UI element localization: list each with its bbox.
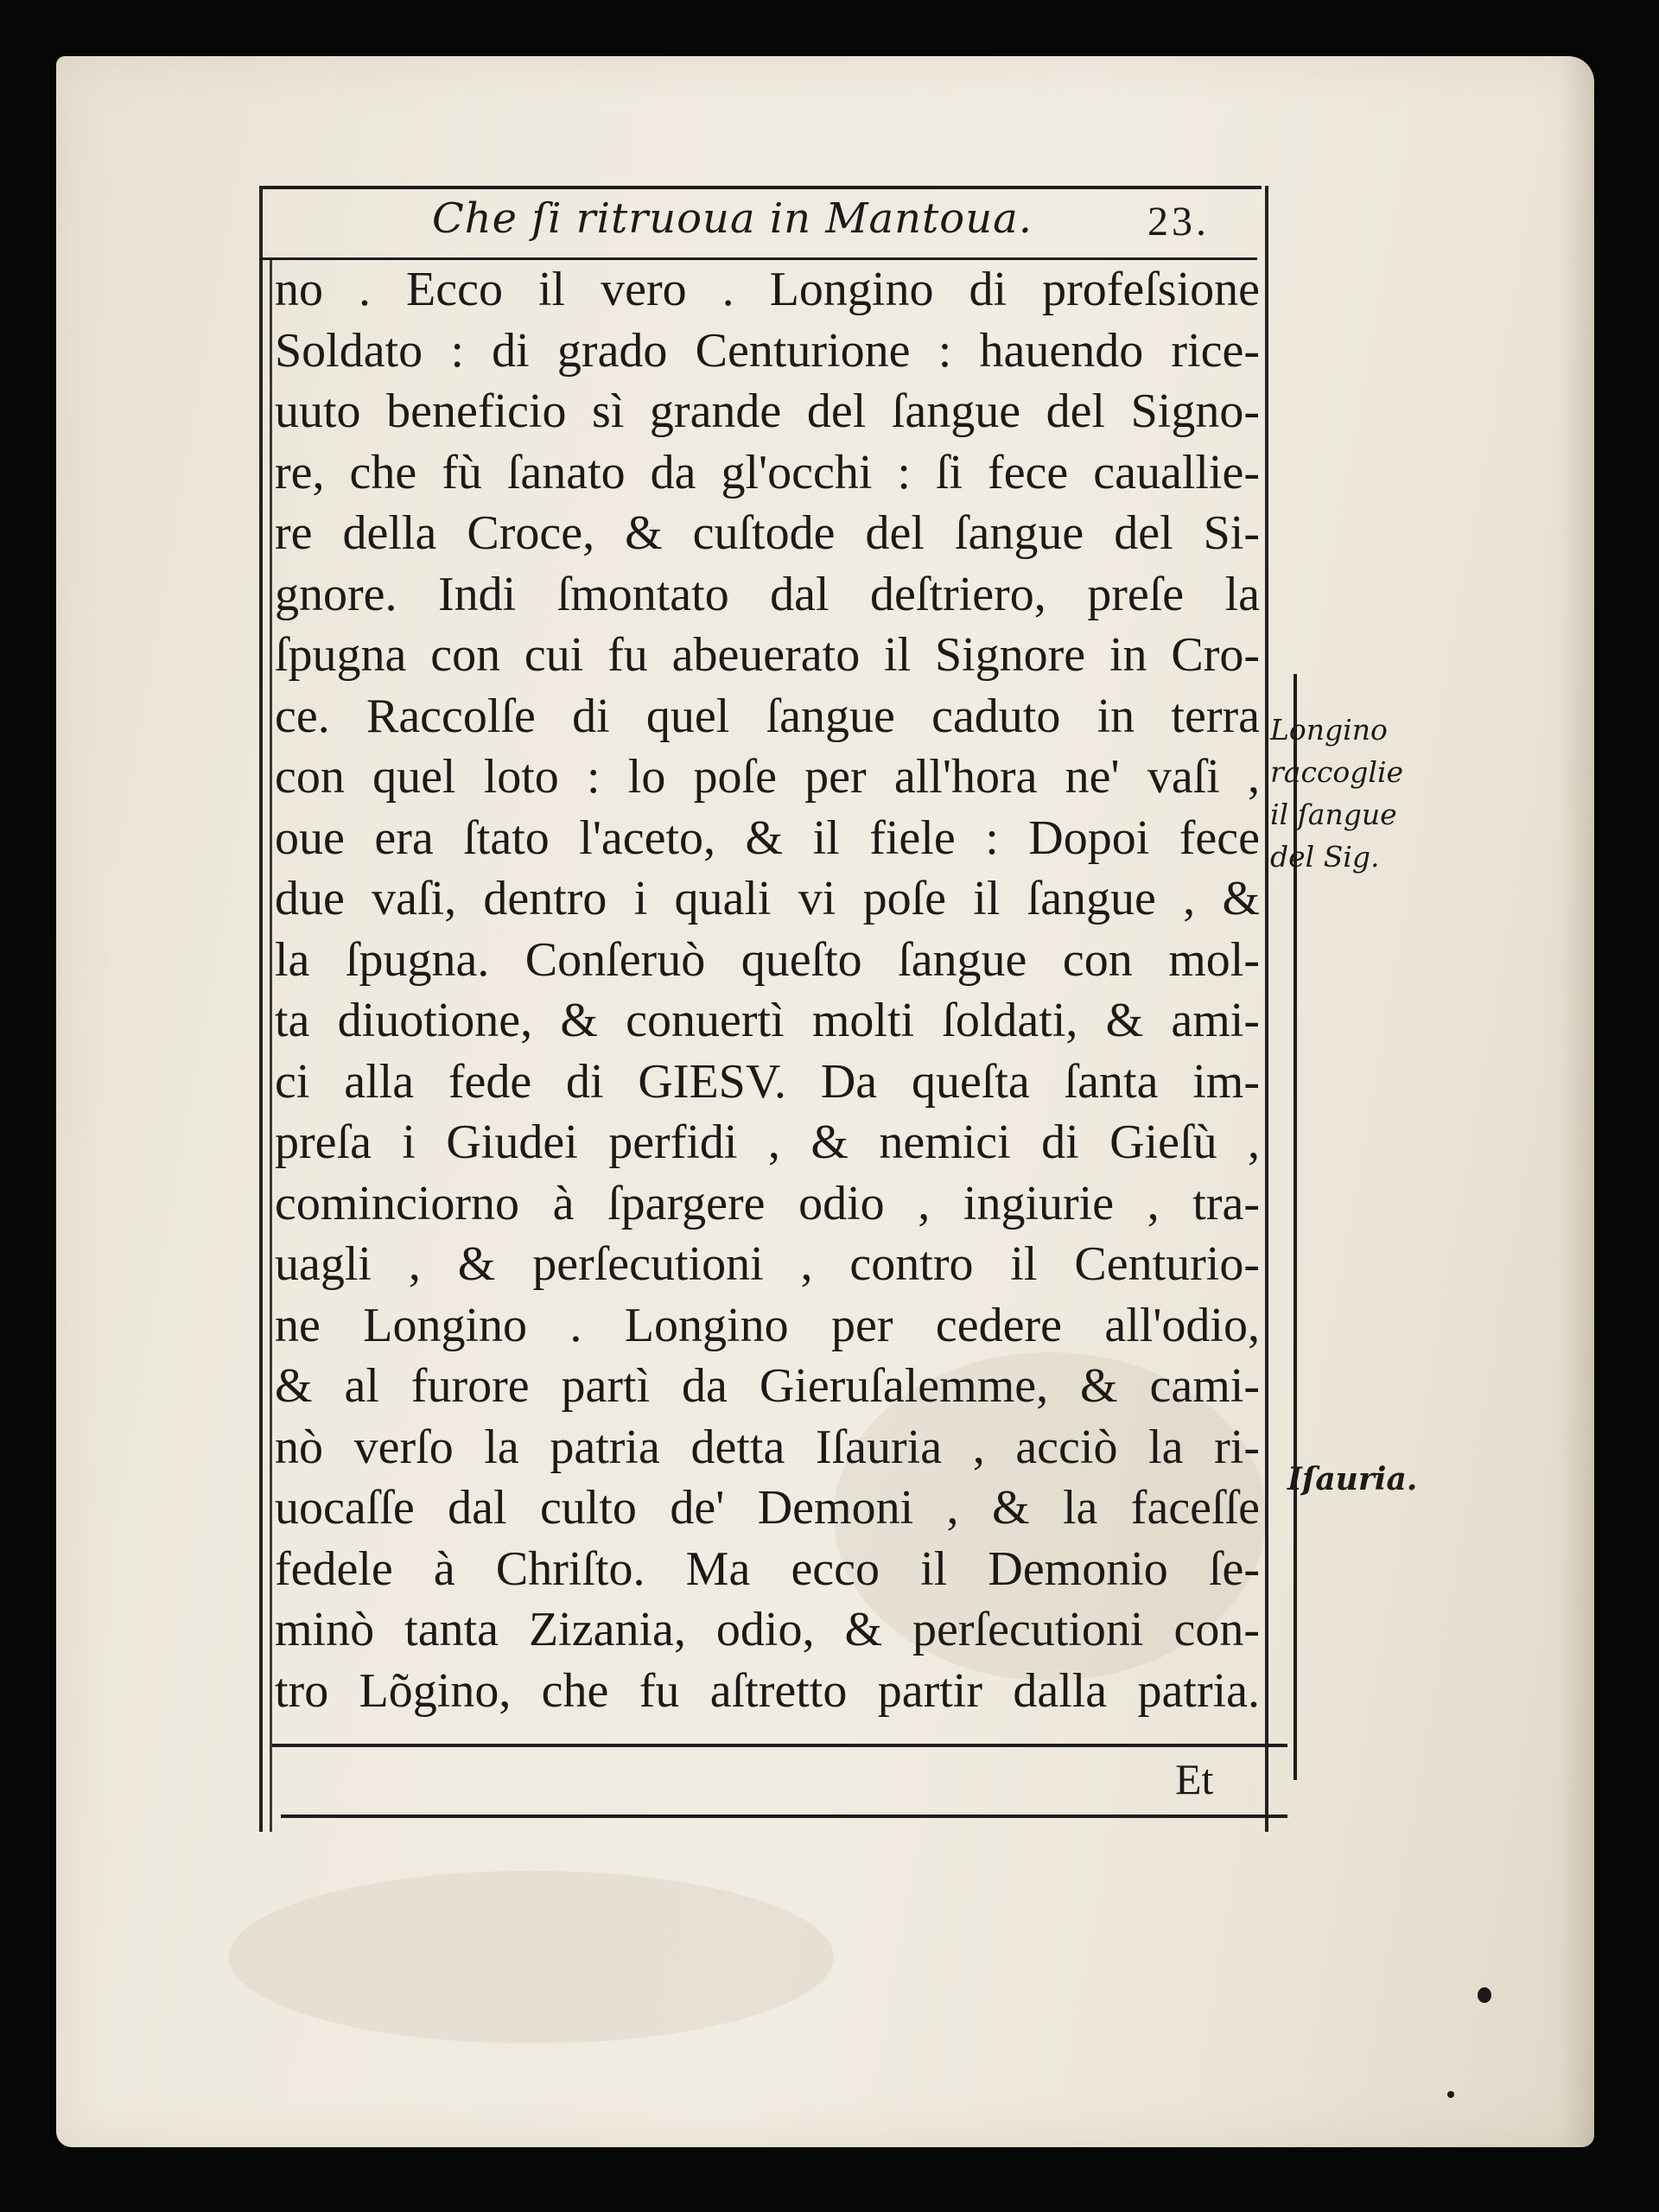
marginal-note-line: Longino: [1270, 713, 1388, 747]
body-text: [275, 259, 1260, 1721]
header-top-rule: [259, 186, 1262, 189]
marginal-note-line: del Sig.: [1270, 840, 1380, 874]
text-line: uocaſſe dal culto de' Demoni , & la faceſſe: [275, 1481, 1260, 1535]
text-line: Soldato : di grado Centurione : hauendo rice-: [275, 323, 1260, 378]
ink-spot: [1478, 1987, 1491, 2003]
text-line: ci alla fede di GIESV. Da queſta ſanta im-: [275, 1054, 1260, 1109]
text-line: uuto beneficio sì grande del ſangue del Signo-: [275, 385, 1260, 438]
text-line: preſa i Giudei perfidi , & nemici di Gieſù ,: [275, 1116, 1260, 1169]
text-line: gnore. Indi ſmontato dal deſtriero, preſe la: [275, 567, 1260, 621]
text-line: con quel loto : lo poſe per all'hora ne' vaſi ,: [275, 750, 1260, 804]
frame-inner-line: [270, 259, 272, 1832]
page-edge-shading: [1560, 56, 1594, 2147]
marginal-note-line: raccoglie: [1270, 755, 1404, 789]
catchword: Et: [1175, 1755, 1214, 1803]
text-line: ta diuotione, & conuertì molti ſoldati, & ami-: [275, 994, 1260, 1047]
marginal-note-line: il ſangue: [1270, 798, 1397, 831]
text-line: ne Longino . Longino per cedere all'odio,: [275, 1298, 1260, 1352]
text-line: cominciorno à ſpargere odio , ingiurie , tra-: [275, 1176, 1260, 1230]
text-line: uagli , & perſecutioni , contro il Centurio-: [275, 1237, 1260, 1291]
paper-stain: [229, 1871, 834, 2044]
running-title: Che ſi ritruoua in Mantoua.: [432, 194, 1033, 243]
text-line: ſpugna con cui fu abeuerato il Signore in Cro-: [275, 628, 1260, 682]
text-line: fedele à Chriſto. Ma ecco il Demonio ſe-: [275, 1541, 1260, 1596]
text-line: re, che fù ſanato da gl'occhi : ſi fece cauallie-: [275, 445, 1260, 499]
text-line: tro Lõgino, che fu aſtretto partir dalla patria.: [275, 1663, 1260, 1718]
footer-bottom-rule: [281, 1815, 1287, 1818]
text-line: no . Ecco il vero . Longino di profeſsione: [275, 263, 1260, 316]
running-header: [259, 194, 1262, 259]
text-line: nò verſo la patria detta Iſauria , acciò la ri-: [275, 1420, 1260, 1474]
text-line: due vaſi, dentro i quali vi poſe il ſangue , &: [275, 872, 1260, 925]
text-line: ce. Raccolſe di quel ſangue caduto in terra: [275, 689, 1260, 743]
text-line: la ſpugna. Conſeruò queſto ſangue con mol-: [275, 932, 1260, 987]
text-line: re della Croce, & cuſtode del ſangue del Si-: [275, 506, 1260, 560]
ink-spot: [1447, 2091, 1454, 2098]
text-bottom-rule: [272, 1744, 1287, 1747]
text-line: oue era ſtato l'aceto, & il fiele : Dopoi fece: [275, 810, 1260, 865]
marginal-note-isauria: Iſauria.: [1287, 1461, 1418, 1497]
text-line: & al furore partì da Gieruſalemme, & cami-: [275, 1359, 1260, 1413]
text-line: minò tanta Zizania, odio, & perſecutioni con-: [275, 1603, 1260, 1656]
page-number: 23.: [1147, 199, 1210, 245]
marginal-note-longino: [1270, 709, 1403, 878]
